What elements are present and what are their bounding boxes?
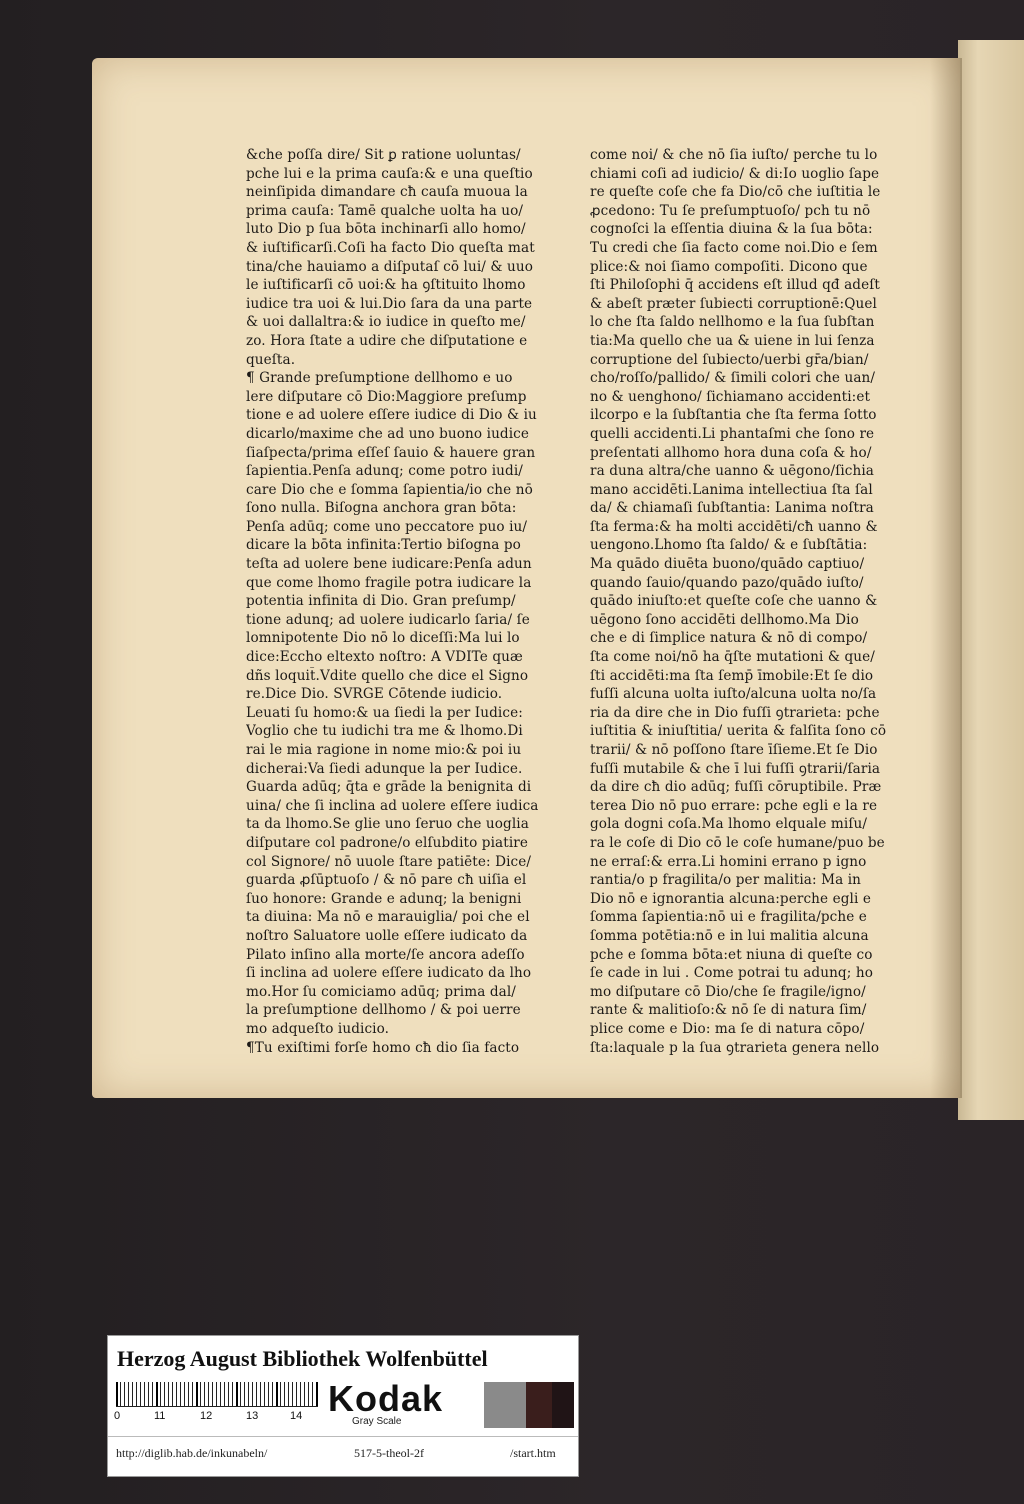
text-line: que come lhomo fragile potra iudicare la (246, 574, 532, 591)
text-line: ſta:laquale p la ſua ꝯtrarieta genera nello (590, 1039, 880, 1056)
text-line: iudice tra uoi & lui.Dio ſara da una parte (246, 295, 533, 312)
text-line: ſi inclina ad uolere eſſere iudicato da lho (246, 965, 532, 982)
text-line: tione e ad uolere eſſere iudice di Dio & iu (246, 407, 537, 424)
text-line: quando ſauio/quando pazo/quādo iuſto/ (590, 574, 864, 591)
text-line: ſta come noi/nō ha q̄ſte mutationi & que/ (590, 649, 875, 666)
gray-swatch (484, 1382, 526, 1428)
text-line: plice come e Dio: ma ſe di natura cōpo/ (590, 1020, 865, 1037)
text-column-right (590, 146, 912, 1057)
text-line: ſomma ſapientia:nō ui e fragilita/pche e (590, 909, 867, 926)
text-line: ilcorpo e la ſubſtantia che ſta ferma ſotto (590, 407, 877, 424)
text-line: Guarda adūq; q̄ta e grāde la benignita di (246, 779, 532, 796)
text-line: diſputare col padrone/o elſubdito piatire (246, 834, 529, 851)
text-line: uēgono ſono accidēti dellhomo.Ma Dio (590, 611, 859, 628)
text-line: ¶ Grande preſumptione dellhomo e uo (246, 370, 513, 387)
text-line: ne erraſ:& erra.Li homini errano p igno (590, 853, 867, 870)
text-line: ſti accidēti:ma ſta ſemp̄ īmobile:Et ſe dio (590, 667, 874, 684)
text-line: potentia infinita di Dio. Gran preſump/ (246, 593, 516, 610)
text-line: no & uenghono/ ſichiamano accidenti:et (590, 388, 871, 405)
text-line: dicarlo/maxime che ad uno buono iudice (246, 425, 530, 442)
strip-divider (108, 1436, 578, 1437)
text-line: teſta ad uolere bene iudicare:Penſa adun (246, 556, 532, 573)
library-scan-strip (107, 1335, 579, 1477)
text-line: ſono nulla. Biſogna anchora gran bōta: (246, 500, 517, 517)
text-line: ꝓcedono: Tu ſe preſumptuoſo/ pch tu nō (590, 202, 871, 219)
text-line: guarda ꝓſūptuoſo / & nō pare cħ uiſia el (246, 872, 527, 889)
darker-swatch (552, 1382, 574, 1428)
shelfmark: 517-5-theol-2f (354, 1446, 424, 1460)
ruler-number: 0 (114, 1410, 121, 1422)
text-line: & iuſtificarſi.Coſi ha facto Dio queſta mat (246, 239, 535, 256)
text-line: la preſumptione dellhomo / & poi uerre (246, 1002, 521, 1019)
start-link[interactable]: /start.htm (510, 1446, 556, 1460)
text-line: fuſſi mutabile & che ī lui fuſſi ꝯtrarii/ſaria (590, 760, 881, 777)
text-line: ta diuina: Ma nō e marauiglia/ poi che el (246, 909, 530, 926)
text-line: dicare la bōta infinita:Tertio biſogna po (246, 537, 521, 554)
ruler-number: 13 (246, 1410, 259, 1422)
text-line: ſomma potētia:nō e in lui malitia alcuna (590, 927, 869, 944)
text-line: trarii/ & nō poſſono ſtare īſieme.Et ſe Dio (590, 742, 878, 758)
text-line: noſtro Saluatore uolle eſſere iudicato da (246, 927, 528, 944)
text-line: dice:Eccho eltexto noſtro: A VDITe quæ (246, 649, 523, 666)
text-line: prima cauſa: Tamē qualche uolta ha uo/ (246, 202, 524, 219)
kodak-logo: Kodak (328, 1378, 444, 1419)
text-column-left (246, 146, 582, 1057)
text-line: plice:& noi ſiamo compoſiti. Dicono que (590, 258, 868, 275)
text-line: ſti Philoſophi q̄ accidens eſt illud qđ adeſt (590, 277, 880, 294)
text-line: Penſa adūq; come uno peccatore puo iu/ (246, 518, 528, 535)
text-line: dñs loquit̄.Vdite quello che dice el Signo (246, 667, 529, 684)
text-line: Leuati ſu homo:& ua ſiedi la per Iudice: (246, 704, 523, 721)
text-line: pche e ſomma bōta:et niuna di queſte co (590, 946, 873, 963)
ruler-number: 14 (290, 1410, 303, 1422)
text-line: col Signore/ nō uuole ſtare patiēte: Dice/ (246, 853, 532, 870)
text-line: mo diſputare cō Dio/che ſe fragile/igno/ (590, 983, 866, 1000)
text-line: mo adqueſto iudicio. (246, 1020, 390, 1037)
text-line: cognoſci la eſſentia diuina & la ſua bōta: (590, 221, 873, 238)
text-line: lomnipotente Dio nō lo diceſſi:Ma lui lo (246, 630, 520, 647)
text-line: re.Dice Dio. SVRGE Cōtende iudicio. (246, 686, 503, 703)
text-line: re queſte coſe che fa Dio/cō che iuſtitia le (590, 184, 881, 201)
text-line: zo. Hora ſtate a udire che diſputatione e (246, 332, 528, 349)
text-line: che e di ſimplice natura & nō di compo/ (590, 630, 868, 647)
gray-scale-label: Gray Scale (352, 1416, 402, 1427)
text-line: ſe cade in lui . Come potrai tu adunq; ho (590, 965, 873, 982)
text-line: cho/roſſo/pallido/ & ſimili colori che uan/ (590, 370, 876, 387)
text-line: Pilato inſino alla morte/ſe ancora adeſſo (246, 946, 525, 963)
text-line: corruptione del ſubiecto/uerbi gr̄a/bian/ (590, 351, 869, 368)
text-line: chiami coſi ad iudicio/ & di:Io uoglio ſape (590, 165, 880, 182)
text-line: gola dogni coſa.Ma lhomo elquale miſu/ (590, 816, 868, 833)
text-line: ſta ferma:& ha molti accidēti/cħ uanno & (590, 518, 878, 535)
text-line: uina/ che ſi inclina ad uolere eſſere iudica (246, 797, 539, 814)
text-line: luto Dio p ſua bōta inchinarſi allo homo/ (246, 221, 526, 238)
text-line: iuſtitia & iniuſtitia/ uerita & falſita ſono cō (590, 723, 887, 740)
text-line: tia:Ma quello che ua & uiene in lui ſenza (590, 332, 875, 349)
ruler-number: 11 (154, 1410, 166, 1422)
text-line: &che poſſa dire/ Sit ꝑ ratione uoluntas/ (246, 147, 521, 163)
text-line: care Dio che e ſomma ſapientia/io che nō (246, 481, 533, 498)
facing-page-edge (958, 40, 1024, 1120)
text-line: Ma quādo diuēta buono/quādo captiuo/ (590, 556, 865, 573)
text-line: come noi/ & che nō ſia iuſto/ perche tu lo (590, 147, 878, 163)
text-line: rante & malitioſo:& nō ſe di natura ſim/ (590, 1002, 867, 1019)
text-line: uengono.Lhomo ſta ſaldo/ & e ſubſtātia: (590, 537, 868, 554)
source-url[interactable]: http://diglib.hab.de/inkunabeln/ (116, 1446, 268, 1460)
text-line: Voglio che tu iudichi tra me & lhomo.Di (246, 723, 523, 740)
text-line: ra le coſe di Dio cō le coſe humane/puo be (590, 834, 885, 851)
page-gutter-shadow (930, 58, 962, 1098)
text-line: rai le mia ragione in nome mio:& poi iu (246, 742, 522, 758)
text-line: ſiaſpecta/prima eſſeſ ſauio & hauere gran (246, 444, 536, 461)
text-line: lo che ſta ſaldo nellhomo e la ſua ſubſtan (590, 314, 875, 331)
text-line: preſentati allhomo hora duna coſa & ho/ (590, 444, 872, 461)
text-line: pche lui e la prima cauſa:& e una queſtio (246, 165, 533, 182)
text-line: ra duna altra/che uanno & uēgono/ſichia (590, 463, 874, 480)
scale-ruler-major-ticks (116, 1382, 318, 1406)
text-line: lere diſputare cō Dio:Maggiore preſump (246, 388, 527, 405)
ruler-number: 12 (200, 1410, 213, 1422)
text-line: ſapientia.Penſa adunq; come potro iudi/ (246, 463, 523, 480)
text-line: ria da dire che in Dio fuſſi ꝯtrarieta: pche (590, 704, 880, 721)
library-name: Herzog August Bibliothek Wolfenbüttel (117, 1346, 488, 1371)
text-line: mano accidēti.Lanima intellectiua ſta ſal (590, 481, 873, 498)
text-line: fuſſi alcuna uolta iuſto/alcuna uolta no/ſa (590, 686, 877, 703)
text-line: queſta. (246, 351, 296, 368)
text-line: da/ & chiamaſi ſubſtantia: Lanima noſtra (590, 500, 874, 517)
text-line: da dire cħ dio adūq; fuſſi cōruptibile. Præ (590, 779, 882, 796)
text-line: ſuo honore: Grande e adunq; la benigni (246, 890, 522, 907)
text-line: quelli accidenti.Li phantaſmi che ſono re (590, 425, 875, 442)
text-line: rantia/o p fragilita/o per malitia: Ma in (590, 872, 862, 889)
text-line: ta da lhomo.Se glie uno ſeruo che uoglia (246, 816, 529, 833)
text-line: quādo iniuſto:et queſte coſe che uanno & (590, 593, 878, 610)
text-line: mo.Hor ſu comiciamo adūq; prima dal/ (246, 983, 516, 1000)
text-line: & abeſt præter ſubiecti corruptionē:Quel (590, 295, 877, 312)
text-line: tione adunq; ad uolere iudicarlo ſaria/ ſe (246, 611, 530, 628)
text-line: neinſipida dimandare cħ cauſa muoua la (246, 184, 528, 201)
text-line: le iuſtificarſi cō uoi:& ha ꝯſtituito lhomo (246, 277, 526, 294)
text-line: tina/che hauiamo a diſputaſ cō lui/ & uuo (246, 258, 534, 275)
dark-swatch (526, 1382, 552, 1428)
text-line: Tu credi che ſia facto come noi.Dio e ſem (590, 239, 878, 256)
text-line: terea Dio nō puo errare: pche egli e la re (590, 797, 878, 814)
text-line: Dio nō e ignorantia alcuna:perche egli e (590, 890, 872, 907)
text-line: & uoi dallaltra:& io iudice in queſto me/ (246, 314, 526, 331)
text-line: ¶Tu exiſtimi forſe homo cħ dio ſia facto (246, 1039, 520, 1056)
text-line: dicherai:Va ſiedi adunque la per Iudice. (246, 760, 523, 777)
